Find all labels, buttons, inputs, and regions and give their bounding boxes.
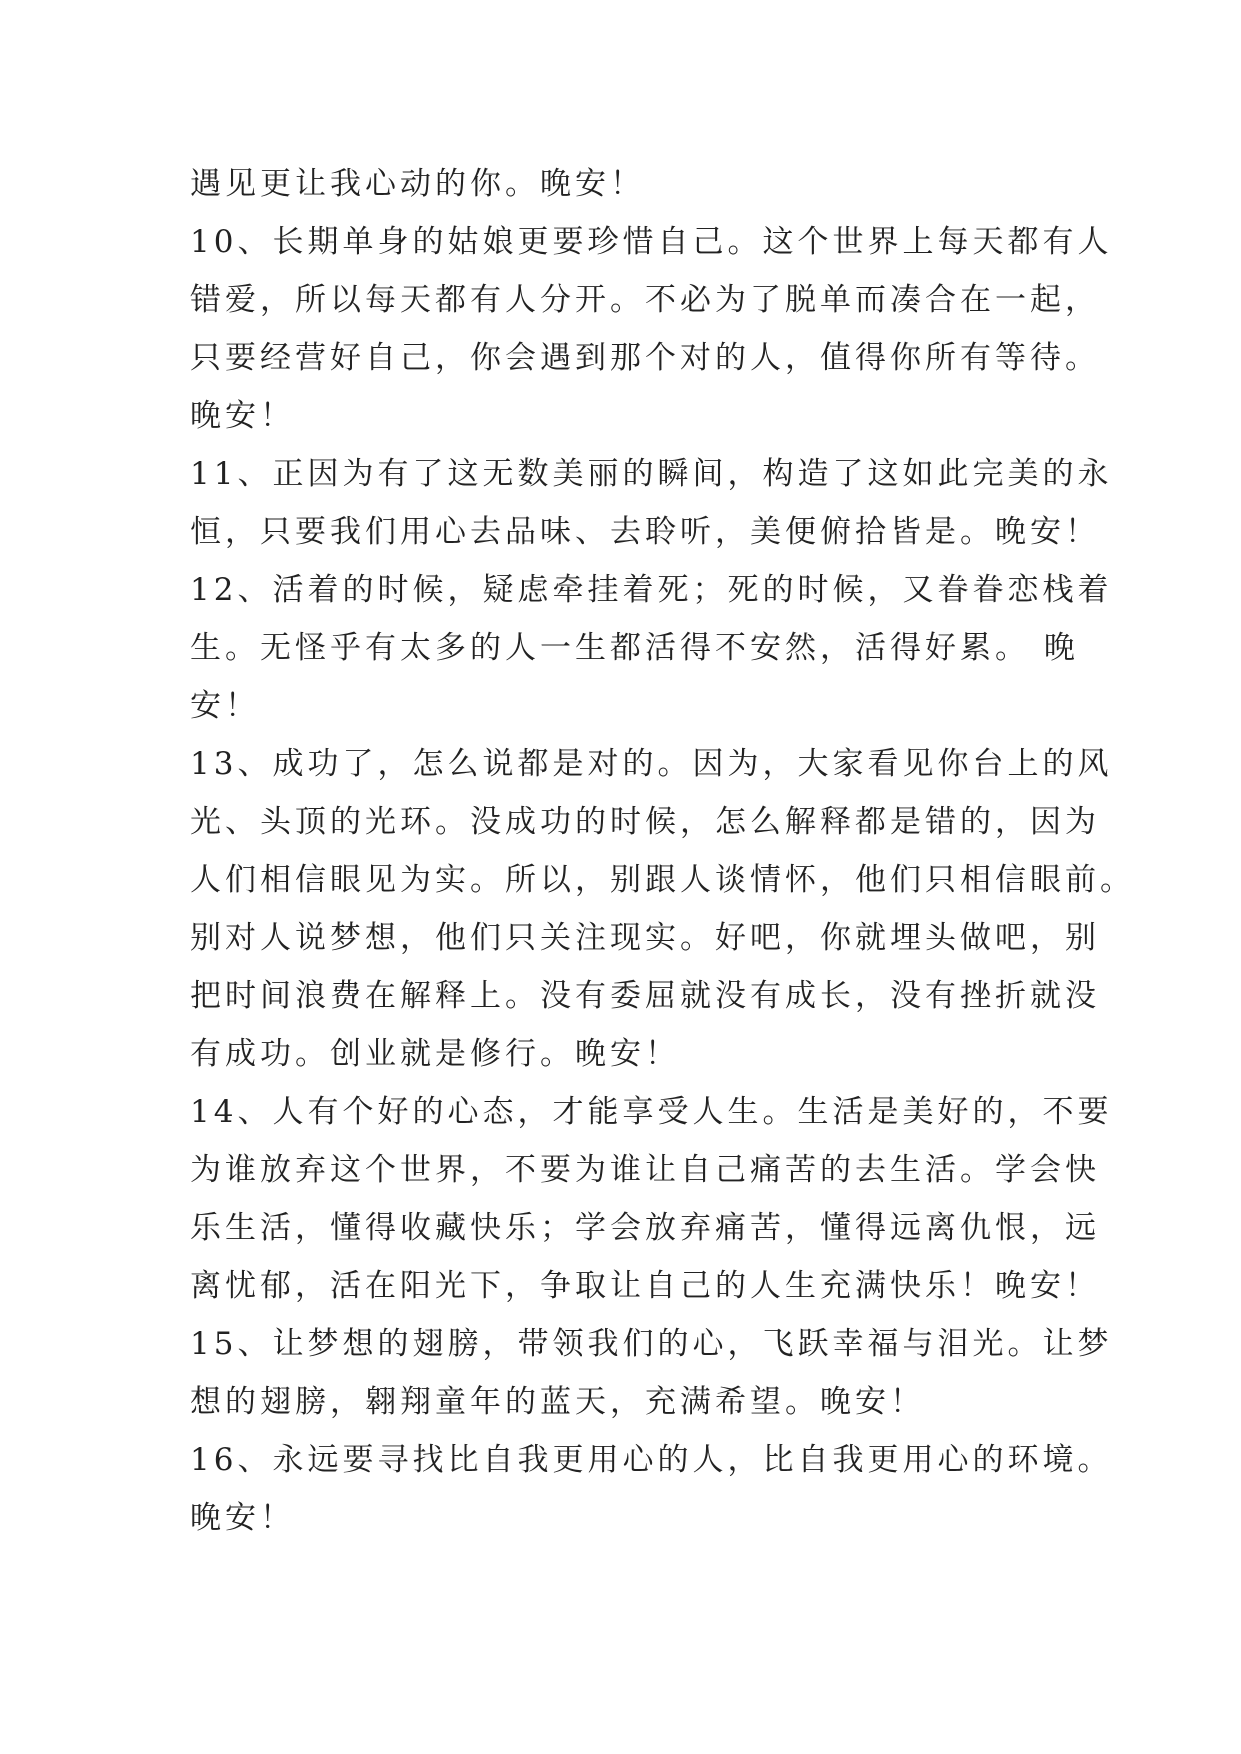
document-body	[190, 155, 1135, 1547]
text-line: 14、人有个好的心态，才能享受人生。生活是美好的，不要	[190, 1094, 1113, 1130]
text-line: 15、让梦想的翅膀，带领我们的心，飞跃幸福与泪光。让梦	[190, 1326, 1113, 1362]
text-line: 遇见更让我心动的你。晚安！	[190, 166, 645, 202]
text-line: 晚安！	[190, 398, 295, 434]
text-line: 晚安！	[190, 1500, 295, 1536]
text-line: 错爱，所以每天都有人分开。不必为了脱单而凑合在一起，	[190, 282, 1100, 318]
text-line: 生。无怪乎有太多的人一生都活得不安然，活得好累。 晚	[190, 630, 1079, 666]
text-line: 乐生活，懂得收藏快乐；学会放弃痛苦，懂得远离仇恨，远	[190, 1210, 1100, 1246]
text-line: 光、头顶的光环。没成功的时候，怎么解释都是错的，因为	[190, 804, 1100, 840]
text-line: 安！	[190, 688, 260, 724]
text-line: 别对人说梦想，他们只关注现实。好吧，你就埋头做吧，别	[190, 920, 1100, 956]
text-line: 为谁放弃这个世界，不要为谁让自己痛苦的去生活。学会快	[190, 1152, 1100, 1188]
text-line: 13、成功了，怎么说都是对的。因为，大家看见你台上的风	[190, 746, 1113, 782]
text-line: 有成功。创业就是修行。晚安！	[190, 1036, 680, 1072]
text-line: 只要经营好自己，你会遇到那个对的人，值得你所有等待。	[190, 340, 1100, 376]
text-line: 把时间浪费在解释上。没有委屈就没有成长，没有挫折就没	[190, 978, 1100, 1014]
text-line: 12、活着的时候，疑虑牵挂着死；死的时候，又眷眷恋栈着	[190, 572, 1113, 608]
text-line: 离忧郁，活在阳光下，争取让自己的人生充满快乐！晚安！	[190, 1268, 1100, 1304]
text-line: 人们相信眼见为实。所以，别跟人谈情怀，他们只相信眼前。	[190, 862, 1135, 898]
text-line: 16、永远要寻找比自我更用心的人，比自我更用心的环境。	[190, 1442, 1113, 1478]
text-line: 10、长期单身的姑娘更要珍惜自己。这个世界上每天都有人	[190, 224, 1113, 260]
text-line: 想的翅膀，翱翔童年的蓝天，充满希望。晚安！	[190, 1384, 925, 1420]
text-line: 恒，只要我们用心去品味、去聆听，美便俯拾皆是。晚安！	[190, 514, 1100, 550]
text-line: 11、正因为有了这无数美丽的瞬间，构造了这如此完美的永	[190, 456, 1113, 492]
